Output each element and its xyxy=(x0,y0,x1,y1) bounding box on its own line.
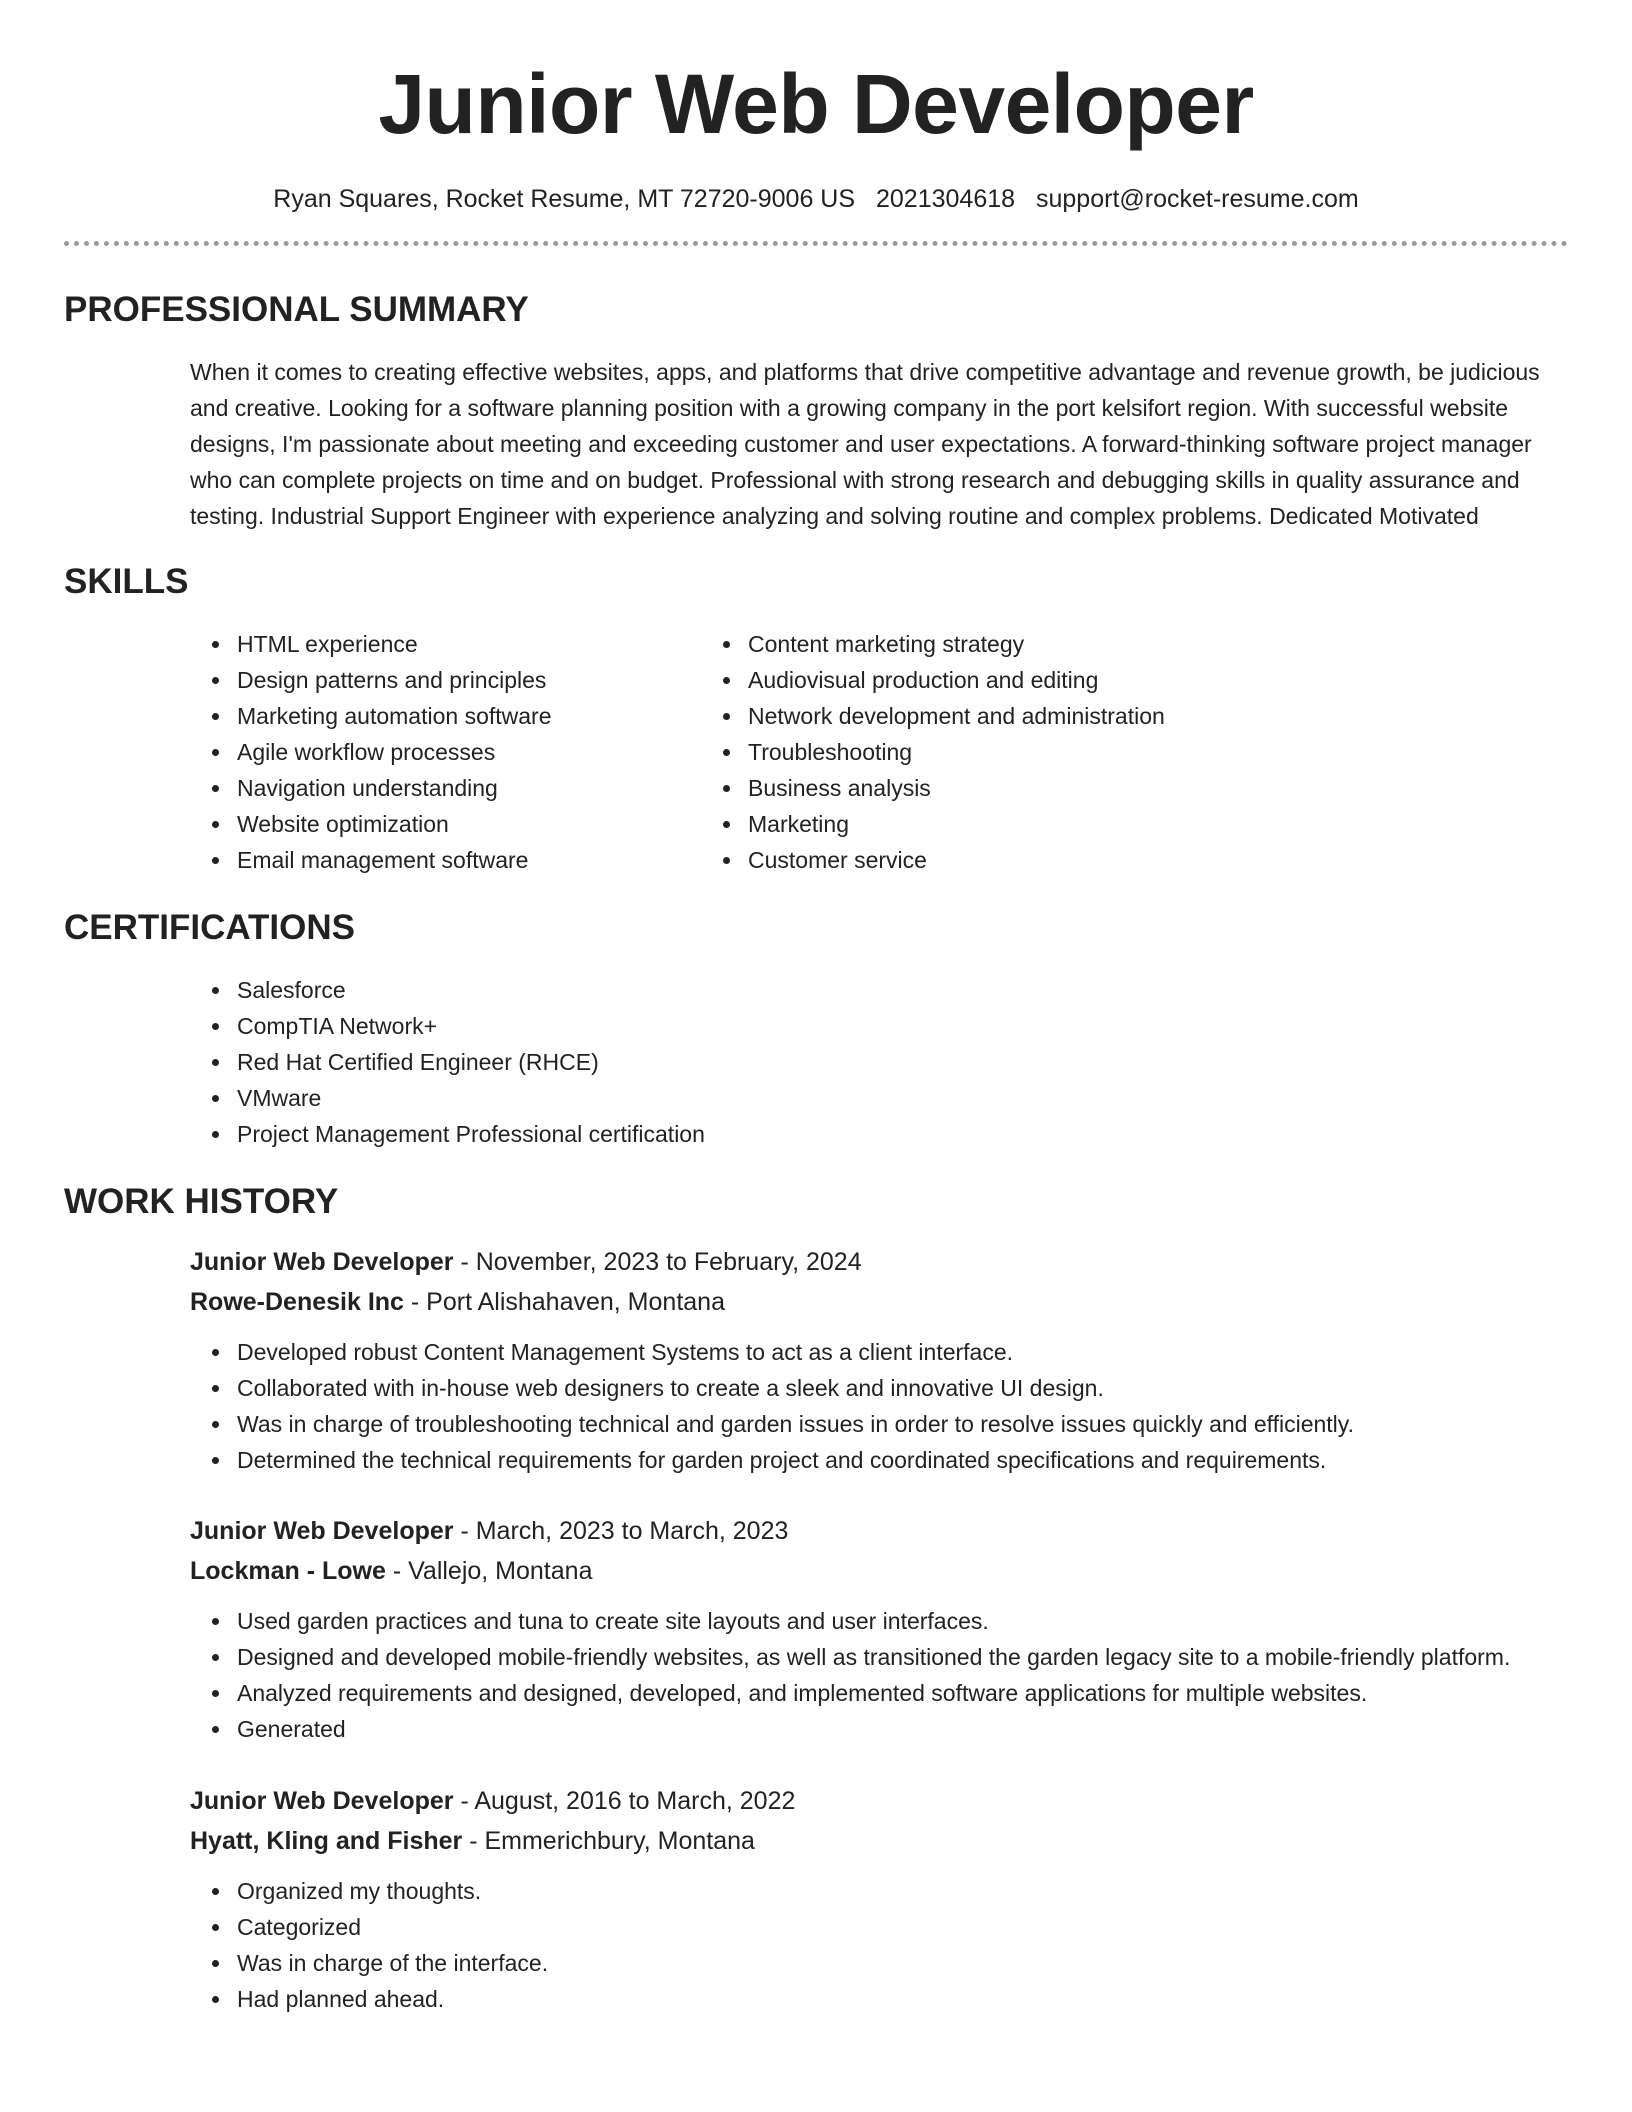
work-history-section xyxy=(64,1182,1568,2017)
contact-email[interactable]: support@rocket-resume.com xyxy=(1036,185,1359,213)
skill-item: • HTML experience xyxy=(233,626,744,662)
job-entry xyxy=(190,1781,1568,2017)
certification-item: • Project Management Professional certification xyxy=(233,1116,1568,1152)
skill-item: • Customer service xyxy=(744,842,1165,878)
job-bullet: • Developed robust Content Management Systems to act as a client interface. xyxy=(233,1334,1568,1370)
skill-item: • Audiovisual production and editing xyxy=(744,662,1165,698)
certification-item: • Red Hat Certified Engineer (RHCE) xyxy=(233,1044,1568,1080)
skill-item: • Content marketing strategy xyxy=(744,626,1165,662)
job-bullets xyxy=(190,1334,1568,1478)
skill-item: • Troubleshooting xyxy=(744,734,1165,770)
job-bullets xyxy=(190,1873,1568,2017)
certification-item: • VMware xyxy=(233,1080,1568,1116)
skills-heading: SKILLS xyxy=(64,562,189,601)
skill-item: • Network development and administration xyxy=(744,698,1165,734)
job-title-line xyxy=(190,1781,1568,1821)
skills-columns xyxy=(64,626,1568,878)
work-history-heading: WORK HISTORY xyxy=(64,1182,339,1221)
job-bullet: • Was in charge of the interface. xyxy=(233,1945,1568,1981)
skill-item: • Navigation understanding xyxy=(233,770,744,806)
job-company: Hyatt, Kling and Fisher xyxy=(190,1827,463,1855)
skill-item: • Marketing automation software xyxy=(233,698,744,734)
summary-heading: PROFESSIONAL SUMMARY xyxy=(64,290,529,329)
job-bullet: • Had planned ahead. xyxy=(233,1981,1568,2017)
job-company: Rowe-Denesik Inc xyxy=(190,1288,404,1316)
certifications-heading: CERTIFICATIONS xyxy=(64,908,356,947)
certifications-section xyxy=(64,908,1568,1152)
contact-address: Ryan Squares, Rocket Resume, MT 72720-9006 US xyxy=(273,185,856,213)
job-bullet: • Organized my thoughts. xyxy=(233,1873,1568,1909)
job-location: - Emmerichbury, Montana xyxy=(462,1827,755,1855)
job-bullet: • Determined the technical requirements for garden project and coordinated specifications and requirements. xyxy=(233,1442,1568,1478)
contact-line xyxy=(64,184,1568,214)
job-title: Junior Web Developer xyxy=(190,1248,454,1276)
skill-item: • Marketing xyxy=(744,806,1165,842)
job-bullet: • Collaborated with in-house web designers to create a sleek and innovative UI design. xyxy=(233,1370,1568,1406)
contact-phone: 2021304618 xyxy=(876,185,1016,213)
job-bullet: • Categorized xyxy=(233,1909,1568,1945)
job-bullet: • Generated xyxy=(233,1711,1568,1747)
job-title-line xyxy=(190,1511,1568,1551)
summary-text: When it comes to creating effective websites, apps, and platforms that drive competitive advantage and revenue growth, be judicious and creative. Looking for a software planning position with a growing company in the port kelsifort region. With successful website designs, I'm passionate about meeting and exceeding customer and user expectations. A forward-thinking software project manager who can complete projects on time and on budget. Professional with strong research and debugging skills in quality assurance and testing. Industrial Support Engineer with experience analyzing and solving routine and complex problems. Dedicated Motivated xyxy=(190,359,1540,529)
header-divider xyxy=(64,241,1568,246)
resume-page xyxy=(64,0,1568,2017)
job-bullet: • Analyzed requirements and designed, developed, and implemented software applications for multiple websites. xyxy=(233,1675,1568,1711)
job-dates: - August, 2016 to March, 2022 xyxy=(453,1787,796,1815)
job-location: - Vallejo, Montana xyxy=(385,1557,593,1585)
certification-item: • Salesforce xyxy=(233,972,1568,1008)
job-company-line xyxy=(190,1282,1568,1322)
job-bullet: • Was in charge of troubleshooting technical and garden issues in order to resolve issues quickly and efficiently. xyxy=(233,1406,1568,1442)
job-location: - Port Alishahaven, Montana xyxy=(403,1288,725,1316)
skills-section xyxy=(64,562,1568,878)
job-title-line xyxy=(190,1242,1568,1282)
summary-section xyxy=(64,290,1568,534)
job-entry xyxy=(190,1242,1568,1478)
skill-item: • Design patterns and principles xyxy=(233,662,744,698)
certification-item: • CompTIA Network+ xyxy=(233,1008,1568,1044)
job-company-line xyxy=(190,1821,1568,1861)
skill-item: • Email management software xyxy=(233,842,744,878)
job-company-line xyxy=(190,1551,1568,1591)
job-title: Junior Web Developer xyxy=(190,1517,454,1545)
job-bullets xyxy=(190,1603,1568,1747)
job-company: Lockman - Lowe xyxy=(190,1557,386,1585)
skill-item: • Business analysis xyxy=(744,770,1165,806)
resume-title: Junior Web Developer xyxy=(378,57,1254,151)
job-dates: - March, 2023 to March, 2023 xyxy=(453,1517,789,1545)
job-bullet: • Used garden practices and tuna to create site layouts and user interfaces. xyxy=(233,1603,1568,1639)
job-bullet: • Designed and developed mobile-friendly websites, as well as transitioned the garden legacy site to a mobile-friendly platform. xyxy=(233,1639,1568,1675)
skill-item: • Website optimization xyxy=(233,806,744,842)
certifications-list xyxy=(64,972,1568,1152)
job-title: Junior Web Developer xyxy=(190,1787,454,1815)
skills-list-right xyxy=(574,626,1165,878)
skill-item: • Agile workflow processes xyxy=(233,734,744,770)
job-dates: - November, 2023 to February, 2024 xyxy=(453,1248,862,1276)
job-entry xyxy=(190,1511,1568,1747)
